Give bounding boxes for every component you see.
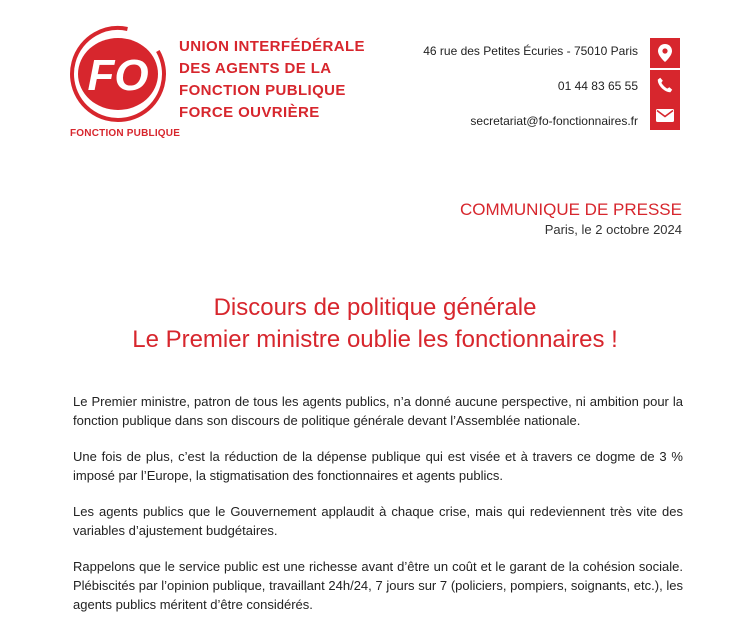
org-line: UNION INTERFÉDÉRALE [179,38,365,55]
phone-icon [650,70,680,100]
contact-block [423,44,638,128]
logo-text: FO [87,51,149,100]
paragraph: Les agents publics que le Gouvernement applaudit à chaque crise, mais qui redeviennent très vite des variables d’ajustement budgétaires. [73,504,683,538]
headline [0,292,750,356]
organization-name [179,36,365,124]
contact-address: 46 rue des Petites Écuries - 75010 Paris [423,44,638,58]
logo-caption: FONCTION PUBLIQUE [70,128,181,139]
press-release-header [460,200,682,237]
location-pin-icon [650,38,680,68]
org-line: FORCE OUVRIÈRE [179,104,320,121]
paragraph: Rappelons que le service public est une richesse avant d’être un coût et le garant de la cohésion sociale. Plébiscités par l’opinion publique, travaillant 24h/24, 7 jours sur 7 (policiers, pompiers, soignants, etc.), les agents publics méritent d’être considérés. [73,559,683,612]
org-line: DES AGENTS DE LA [179,60,332,77]
body-text [73,392,683,631]
paragraph: Le Premier ministre, patron de tous les agents publics, n’a donné aucune perspective, ni ambition pour la fonction publique dans son discours de politique générale devant l’Assemblée nationale. [73,394,683,428]
fo-logo [66,22,176,140]
headline-line-1: Discours de politique générale [213,294,537,321]
headline-line-2: Le Premier ministre oublie les fonctionnaires ! [132,326,618,353]
mail-icon [650,100,680,130]
press-release-title: COMMUNIQUE DE PRESSE [460,200,682,219]
press-release-date: Paris, le 2 octobre 2024 [544,222,682,237]
org-line: FONCTION PUBLIQUE [179,82,346,99]
paragraph: Une fois de plus, c’est la réduction de la dépense publique qui est visée et à travers ce dogme de 3 % imposé par l’Europe, la stigmatisation des fonctionnaires et agents publics. [73,449,683,483]
contact-email[interactable]: secretariat@fo-fonctionnaires.fr [470,114,638,128]
contact-phone[interactable]: 01 44 83 65 55 [557,79,638,93]
